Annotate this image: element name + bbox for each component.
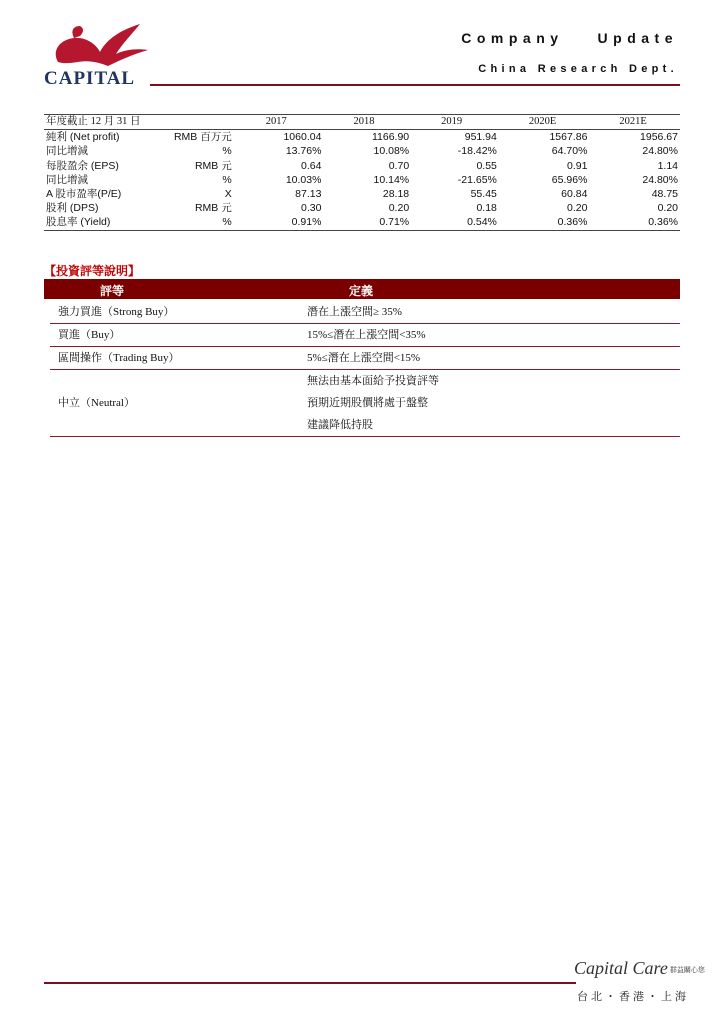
- row-label: A 股市盈率(P/E): [46, 188, 122, 201]
- cell-value: 48.75: [651, 188, 678, 201]
- footer-cities: 台北・香港・上海: [577, 991, 689, 1003]
- table-row: [44, 173, 680, 187]
- rating-row-buy: [50, 324, 680, 347]
- row-unit: %: [152, 215, 236, 230]
- rating-definition: [307, 370, 439, 436]
- department-subtitle: China Research Dept.: [478, 63, 678, 75]
- cell-value: 0.20: [566, 202, 588, 215]
- year-header: 2021E: [589, 115, 680, 130]
- cell-value: 0.91: [566, 159, 588, 172]
- cell-value: 0.36%: [589, 215, 680, 230]
- header-rule: [150, 84, 680, 86]
- definition-line: 潛在上漲空間≥ 35%: [307, 306, 402, 318]
- cell-value: 10.08%: [373, 145, 410, 158]
- rating-name: 強力買進（Strong Buy）: [58, 306, 175, 318]
- cell-value: 0.20: [657, 202, 678, 215]
- rating-definition: [307, 347, 420, 369]
- rating-name: 區間操作（Trading Buy）: [58, 352, 180, 364]
- cell-value: 0.71%: [323, 215, 411, 230]
- row-unit: RMB 百万元: [173, 131, 232, 144]
- row-label: 同比增減: [46, 173, 88, 186]
- brand-name: Capital Care: [574, 958, 668, 978]
- row-label: 股利 (DPS): [46, 202, 99, 215]
- cell-value: 1.14: [657, 159, 678, 172]
- title-word-update: Update: [597, 30, 678, 46]
- row-label: 純利 (Net profit): [46, 131, 120, 144]
- cell-value: 0.70: [388, 159, 410, 172]
- table-row: [44, 130, 680, 145]
- definition-line: 建議降低持股: [307, 419, 373, 431]
- rating-name: 中立（Neutral）: [58, 397, 135, 409]
- brand-tagline: 群益關心您: [669, 965, 705, 974]
- report-type-title: [461, 30, 678, 46]
- row-unit: RMB 元: [194, 159, 232, 172]
- cell-value: 24.80%: [642, 145, 678, 158]
- cell-value: 0.54%: [411, 215, 499, 230]
- ratings-col-definition-header: 定義: [349, 284, 374, 298]
- year-header: 2018: [323, 115, 411, 130]
- cell-value: 10.14%: [373, 173, 410, 186]
- rating-definition: [307, 301, 402, 323]
- row-unit: RMB 元: [194, 202, 232, 215]
- table-row: [44, 159, 680, 173]
- cell-value: 1567.86: [549, 131, 588, 144]
- table-row: [44, 187, 680, 201]
- bird-logo-icon: [44, 22, 156, 72]
- rating-row-strong-buy: [50, 301, 680, 324]
- financial-summary-table: [44, 114, 680, 231]
- cell-value: 28.18: [382, 188, 410, 201]
- cell-value: 64.70%: [551, 145, 588, 158]
- cell-value: 0.30: [301, 202, 322, 215]
- cell-value: 0.20: [388, 202, 410, 215]
- capital-care-brand: [574, 958, 705, 979]
- ratings-section-title: 【投資評等說明】: [44, 264, 141, 278]
- cell-value: 55.45: [470, 188, 497, 201]
- cell-value: 1956.67: [640, 131, 678, 144]
- cell-value: 13.76%: [285, 145, 322, 158]
- fiscal-year-label: 年度截止 12 月 31 日: [44, 115, 236, 130]
- row-label: 同比增減: [46, 145, 88, 158]
- table-header-row: [44, 115, 680, 130]
- title-word-company: Company: [461, 30, 564, 46]
- cell-value: 951.94: [464, 131, 497, 144]
- cell-value: 0.91%: [236, 215, 324, 230]
- rating-row-trading-buy: [50, 347, 680, 370]
- cell-value: 0.36%: [499, 215, 590, 230]
- cell-value: 0.64: [301, 159, 322, 172]
- year-header: 2020E: [499, 115, 590, 130]
- ratings-col-rating-header: 評等: [100, 284, 125, 298]
- cell-value: 0.55: [476, 159, 497, 172]
- row-unit: %: [222, 173, 232, 186]
- rating-definition: [307, 324, 426, 346]
- definition-line: 預期近期股價將處于盤整: [307, 397, 428, 409]
- cell-value: -18.42%: [457, 145, 497, 158]
- logo-wordmark: CAPITAL: [44, 68, 136, 89]
- table-row: [44, 215, 680, 230]
- footer-rule: [44, 982, 576, 984]
- cell-value: 87.13: [295, 188, 322, 201]
- definition-line: 15%≤潛在上漲空間<35%: [307, 329, 426, 341]
- cell-value: 0.18: [476, 202, 497, 215]
- row-label: 每股盈余 (EPS): [46, 159, 119, 172]
- cell-value: 10.03%: [285, 173, 322, 186]
- row-label: 股息率 (Yield): [44, 215, 152, 230]
- definition-line: 無法由基本面給予投資評等: [307, 375, 439, 387]
- year-header: 2017: [236, 115, 324, 130]
- rating-row-neutral: [50, 370, 680, 437]
- cell-value: 60.84: [561, 188, 588, 201]
- table-row: [44, 144, 680, 158]
- cell-value: 1166.90: [371, 131, 410, 144]
- cell-value: -21.65%: [457, 173, 497, 186]
- cell-value: 1060.04: [283, 131, 322, 144]
- cell-value: 24.80%: [642, 173, 678, 186]
- row-unit: %: [222, 145, 232, 158]
- cell-value: 65.96%: [551, 173, 588, 186]
- row-unit: X: [224, 188, 232, 201]
- table-row: [44, 201, 680, 215]
- definition-line: 5%≤潛在上漲空間<15%: [307, 352, 421, 364]
- year-header: 2019: [411, 115, 499, 130]
- rating-name: 買進（Buy）: [58, 329, 121, 341]
